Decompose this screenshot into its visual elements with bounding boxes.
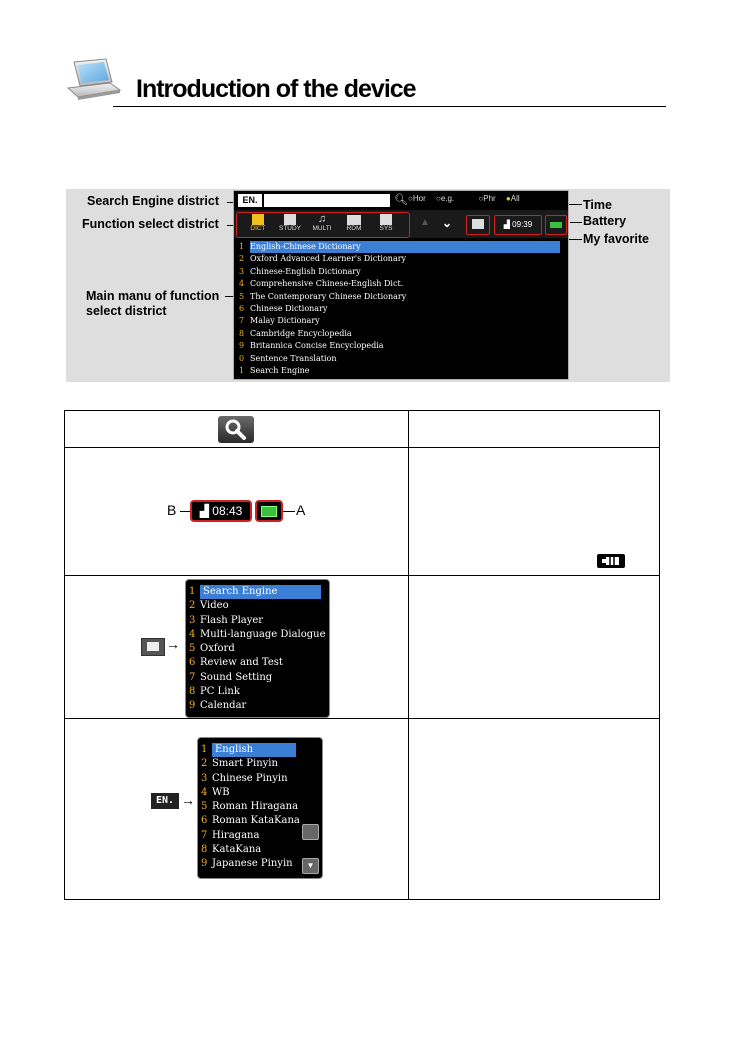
arrow-right-icon: → (181, 792, 195, 808)
callout-line (568, 204, 582, 205)
list-item[interactable]: 2 Smart Pinyin (201, 758, 278, 770)
tab-dict[interactable]: DICT (242, 213, 274, 232)
arrow-right-icon: → (166, 636, 180, 652)
list-item[interactable]: 6 Review and Test (189, 657, 283, 669)
list-item[interactable]: 1 Search Engine (186, 585, 329, 599)
time-value: 09:39 (512, 220, 533, 229)
list-item[interactable]: 3 Chinese Pinyin (201, 772, 288, 784)
dictionary-list (236, 241, 566, 377)
tab-sys[interactable]: SYS (370, 213, 402, 232)
language-badge: EN. (151, 793, 179, 809)
list-item[interactable]: 3 Flash Player (189, 614, 264, 626)
device-screen (233, 190, 569, 380)
favorite-menu-panel (185, 579, 330, 718)
label-a: A (296, 502, 306, 518)
battery-indicator (255, 500, 283, 522)
radio-all[interactable]: ● (505, 194, 511, 203)
radio-hor[interactable]: ○ (408, 194, 413, 203)
list-item[interactable]: 9 Calendar (189, 700, 247, 712)
search-option-hor: Hor (412, 194, 426, 203)
time-display (190, 500, 252, 522)
list-item[interactable]: 8 PC Link (189, 686, 240, 698)
charging-icon (597, 554, 625, 568)
page-down-icon[interactable]: ⌄ (442, 216, 453, 230)
radio-eg[interactable]: ○ (435, 194, 441, 203)
pointer-line (283, 511, 295, 512)
scroll-down-icon[interactable]: ▼ (302, 858, 319, 874)
language-badge[interactable]: EN. (238, 194, 262, 207)
list-item[interactable]: 7 Sound Setting (189, 671, 273, 683)
list-item[interactable]: 1 English-Chinese Dictionary (236, 241, 566, 253)
list-item[interactable]: 2 Oxford Advanced Learner's Dictionary (239, 254, 407, 264)
page-title: Introduction of the device (136, 75, 416, 103)
search-input[interactable] (264, 194, 390, 207)
my-favorite-icon (141, 638, 165, 656)
list-item[interactable]: 4 WB (201, 786, 230, 798)
search-option-phr: Phr (483, 194, 496, 203)
list-item[interactable]: 8 Cambridge Encyclopedia (239, 328, 352, 338)
list-item[interactable]: 4 Comprehensive Chinese-English Dict. (239, 279, 404, 289)
search-icon[interactable]: 🔍︎ (394, 194, 408, 206)
list-item[interactable]: 5 Roman Hiragana (201, 801, 299, 813)
page-up-icon[interactable]: ▲ (420, 217, 430, 228)
list-item[interactable]: 5 The Contemporary Chinese Dictionary (239, 291, 407, 301)
callout-battery: Battery (583, 214, 627, 228)
table-cell (409, 719, 660, 900)
callout-line (570, 222, 582, 223)
tab-rdm[interactable]: RDM (338, 213, 370, 232)
list-item[interactable]: 1 Search Engine (239, 365, 310, 375)
title-underline (113, 106, 666, 107)
radio-phr[interactable]: ○ (478, 194, 484, 203)
tab-study[interactable]: STUDY (274, 213, 306, 232)
table-cell (65, 448, 409, 576)
callout-function-select-district: Function select district (82, 217, 219, 231)
callout-time: Time (583, 198, 612, 212)
table-cell (65, 411, 409, 448)
tab-multi[interactable]: ♫ MULTI (312, 213, 332, 232)
function-tabs (242, 213, 402, 237)
table-row (65, 576, 660, 719)
table-cell (409, 576, 660, 719)
list-item[interactable]: 0 Sentence Translation (239, 353, 337, 363)
list-item[interactable]: 4 Multi-language Dialogue (189, 628, 326, 640)
keyboard-icon[interactable] (302, 824, 319, 840)
list-item[interactable]: 5 Oxford (189, 643, 235, 655)
battery-indicator (545, 215, 567, 235)
time-display (494, 215, 542, 235)
battery-icon (261, 506, 277, 517)
list-item[interactable]: 9 Britannica Concise Encyclopedia (239, 341, 384, 351)
time-value: 08:43 (212, 504, 243, 518)
list-item[interactable]: 2 Video (189, 600, 229, 612)
table-row (65, 719, 660, 900)
my-favorite-button[interactable] (466, 215, 490, 235)
list-item[interactable]: 7 Malay Dictionary (239, 316, 320, 326)
callout-main-menu-line1: Main manu of function (86, 289, 220, 303)
table-cell (409, 448, 660, 576)
label-b: B (167, 502, 177, 518)
pointer-line (180, 511, 190, 512)
list-item[interactable]: 6 Roman KataKana (201, 815, 300, 827)
list-item[interactable]: 3 Chinese-English Dictionary (239, 266, 361, 276)
table-row (65, 448, 660, 576)
feature-table (64, 410, 660, 900)
list-item[interactable]: 7 Hiragana (201, 829, 260, 841)
signal-icon: ▟ (503, 220, 513, 229)
search-option-eg: e.g. (440, 194, 455, 203)
list-item[interactable]: 6 Chinese Dictionary (239, 303, 328, 313)
list-item[interactable]: 8 KataKana (201, 844, 262, 856)
callout-my-favorite: My favorite (583, 232, 649, 246)
battery-icon (550, 222, 562, 228)
table-cell (65, 719, 409, 900)
search-option-all: All (510, 194, 520, 203)
search-icon (218, 416, 254, 443)
list-item[interactable]: 9 Japanese Pinyin (201, 858, 293, 870)
list-item[interactable]: 1 English (198, 743, 322, 757)
table-cell (409, 411, 660, 448)
callout-line (568, 239, 582, 240)
callout-search-engine-district: Search Engine district (87, 194, 219, 208)
search-options (408, 194, 520, 203)
table-row (65, 411, 660, 448)
callout-main-menu-line2: select district (86, 304, 167, 318)
input-method-panel (197, 737, 323, 879)
laptop-icon (66, 58, 122, 102)
signal-icon: ▟ (199, 504, 213, 518)
table-cell (65, 576, 409, 719)
